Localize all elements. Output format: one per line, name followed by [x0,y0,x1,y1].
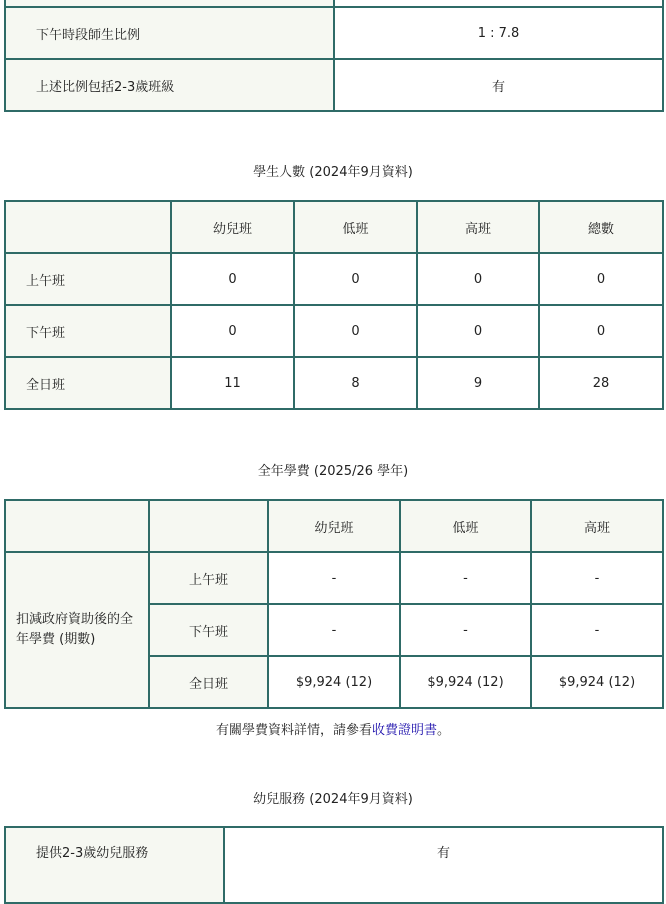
table-header-row [5,500,663,552]
table-row [5,0,663,7]
row-value [334,0,663,7]
table-row [5,827,663,903]
row-label: 全日班 [5,357,171,409]
column-header: 低班 [400,500,531,552]
table-cell: 0 [294,253,417,305]
table-cell: 0 [294,305,417,357]
table-cell: 0 [417,305,539,357]
column-header: 低班 [294,201,417,253]
fees-note-text: 有關學費資料詳情，請參看 [215,723,372,738]
table-cell: - [531,604,663,656]
teacher-ratio-table [4,0,664,112]
column-header: 高班 [417,201,539,253]
table-cell: - [268,552,400,604]
fee-certificate-link[interactable]: 收費證明書 [371,723,437,738]
fees-table [4,499,664,709]
table-cell: 0 [171,305,294,357]
row-label [5,0,334,7]
column-header: 幼兒班 [268,500,400,552]
table-cell: 8 [294,357,417,409]
column-header: 總數 [539,201,663,253]
table-cell: 0 [171,253,294,305]
row-label: 下午班 [5,305,171,357]
table-row [5,552,663,604]
table-cell: $9,924 (12) [531,656,663,708]
table-cell: 0 [539,253,663,305]
column-header [5,500,149,552]
row-label: 提供2-3歲幼兒服務 [5,827,224,903]
fees-caption: 全年學費 (2025/26 學年) [257,464,409,479]
row-label: 下午時段師生比例 [5,7,334,59]
table-cell: 9 [417,357,539,409]
table-row [5,253,663,305]
row-label: 上午班 [5,253,171,305]
table-cell: 28 [539,357,663,409]
column-header: 高班 [531,500,663,552]
students-table [4,200,664,410]
table-cell: - [268,604,400,656]
infant-service-caption: 幼兒服務 (2024年9月資料) [253,792,413,807]
table-cell: 0 [417,253,539,305]
row-value: 1 : 7.8 [334,7,663,59]
row-value: 有 [224,827,663,903]
table-cell: $9,924 (12) [268,656,400,708]
column-header: 幼兒班 [171,201,294,253]
fees-note [0,719,666,738]
table-cell: - [531,552,663,604]
fees-note-suffix: 。 [437,723,451,738]
fee-group-label: 扣減政府資助後的全年學費 (期數) [5,552,149,708]
row-label: 下午班 [149,604,268,656]
column-header [149,500,268,552]
row-label: 上述比例包括2-3歲班級 [5,59,334,111]
table-cell: - [400,604,531,656]
row-label: 上午班 [149,552,268,604]
table-row [5,357,663,409]
table-cell: 11 [171,357,294,409]
row-label: 全日班 [149,656,268,708]
table-header-row [5,201,663,253]
table-cell: - [400,552,531,604]
students-caption: 學生人數 (2024年9月資料) [253,165,413,180]
infant-service-table [4,826,664,904]
table-row [5,7,663,59]
table-cell: $9,924 (12) [400,656,531,708]
row-value: 有 [334,59,663,111]
column-header [5,201,171,253]
table-row [5,59,663,111]
table-cell: 0 [539,305,663,357]
table-row [5,305,663,357]
